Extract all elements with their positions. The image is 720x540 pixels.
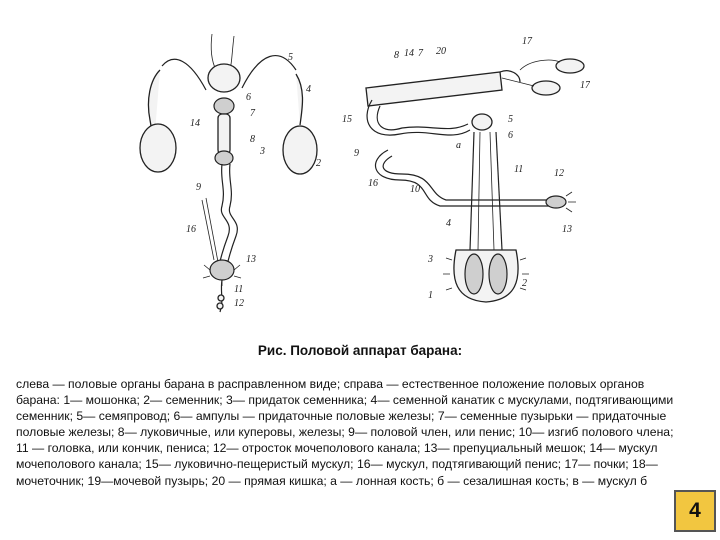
page-number-badge: 4 <box>674 490 716 532</box>
label-right-15: 15 <box>342 114 352 125</box>
label-right-6: 6 <box>508 130 513 141</box>
label-left-8: 8 <box>250 134 255 145</box>
label-right-a: а <box>456 140 461 151</box>
right-drawing <box>342 36 590 302</box>
label-right-17b: 17 <box>580 80 590 91</box>
label-right-14: 14 <box>404 48 414 59</box>
label-right-17a: 17 <box>522 36 532 47</box>
label-right-4: 4 <box>446 218 451 229</box>
label-right-9: 9 <box>354 148 359 159</box>
label-right-1: 1 <box>428 290 433 301</box>
label-right-2: 2 <box>522 278 527 289</box>
label-right-11: 11 <box>514 164 524 175</box>
anatomy-figure <box>110 30 590 320</box>
label-right-12: 12 <box>554 168 564 179</box>
label-right-8: 8 <box>394 50 399 61</box>
label-left-16: 16 <box>186 224 196 235</box>
label-left-14: 14 <box>190 118 200 129</box>
label-right-20: 20 <box>436 46 446 57</box>
label-left-12: 12 <box>234 298 244 309</box>
label-left-2: 2 <box>316 158 321 169</box>
testis-left-b <box>283 126 317 174</box>
label-left-7: 7 <box>250 108 255 119</box>
figure-description: слева — половые органы барана в расправленном виде; справа — естественное положение половых органов барана: 1— мошонка; 2— семенник; 3— придаток семенника; 4— семенной канатик с мускулами, подтягивающими семенник; 5— семяпровод; 6— ампулы — придаточные половые железы; 7— семенные пузырьки — придаточные половые железы; 8— луковичные, или куперовы, железы; 9— половой член, или пенис; 10— изгиб полового члена; 11 — головка, или кончик, пениса; 12— отросток мочеполового канала; 13— препуциальный мешок; 14— мускул мочеполового канала; 15— луковично-пещеристый мускул; 16— мускул, подтягивающий пенис; 17— почки; 18— мочеточник; 19—мочевой пузырь; 20 — прямая кишка; а — лонная кость; б — сезалишная кость; в — мускул б <box>16 377 674 488</box>
label-left-3: 3 <box>260 146 265 157</box>
ram-reproductive-illustration <box>110 30 590 320</box>
label-right-5: 5 <box>508 114 513 125</box>
label-left-9: 9 <box>196 182 201 193</box>
label-left-6: 6 <box>246 92 251 103</box>
label-left-5: 5 <box>288 52 293 63</box>
label-right-16: 16 <box>368 178 378 189</box>
left-drawing <box>140 34 321 312</box>
label-left-11: 11 <box>234 284 244 295</box>
label-right-13: 13 <box>562 224 572 235</box>
testis-left-a <box>140 124 176 172</box>
label-right-3: 3 <box>428 254 433 265</box>
label-right-10: 10 <box>410 184 420 195</box>
label-right-7: 7 <box>418 48 423 59</box>
figure-title: Рис. Половой аппарат барана: <box>257 343 463 358</box>
label-left-4: 4 <box>306 84 311 95</box>
label-left-13: 13 <box>246 254 256 265</box>
